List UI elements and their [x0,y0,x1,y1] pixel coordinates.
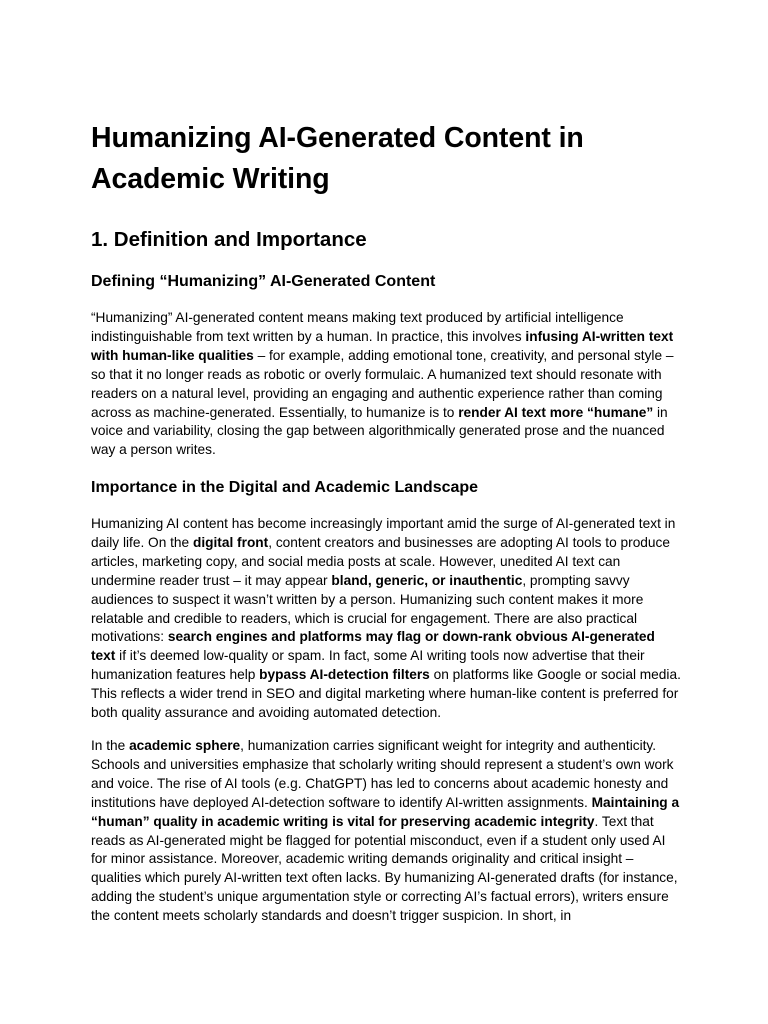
text-run: , prompting savvy audiences to suspect it wasn’t written by a person. Humanizing such content makes it more relatable and credible to readers, which is crucial for engagement. There are also practical motivations: [91,572,644,645]
text-run: Humanizing AI content has become increasingly important amid the surge of AI-generated text in daily life. On the [91,516,676,550]
text-run: . Text that reads as AI-generated might be flagged for potential misconduct, even if a student only used AI for minor assistance. Moreover, academic writing demands originality and critical insight – qualities which purely AI-written text often lacks. By humanizing AI-generated drafts (for instance, adding the student’s unique argumentation style or correcting AI’s factual errors), writers ensure the content meets scholarly standards and doesn’t trigger suspicion. In short, in [91,813,678,924]
text-run: , humanization carries significant weight for integrity and authenticity. Schools and universities emphasize that scholarly writing should represent a student’s own work and voice. The rise of AI tools (e.g. ChatGPT) has led to concerns about academic honesty and institutions have deployed AI-detection software to identify AI-written assignments. [91,738,674,810]
section-heading-definition-importance: 1. Definition and Importance [91,228,367,251]
document-title: Humanizing AI-Generated Content in Academic Writing [91,122,584,195]
text-run: In the [91,738,130,753]
text-run: – for example, adding emotional tone, creativity, and personal style – so that it no longer reads as robotic or overly formulaic. A humanized text should resonate with readers on a natural level, providing an engaging and authentic experience rather than coming across as machine-generated. Essentially, to humanize is to [91,347,674,420]
emphasized-text: academic sphere [129,738,241,753]
emphasized-text: bypass AI-detection filters [259,667,430,683]
subheading-defining-humanizing: Defining “Humanizing” AI-Generated Content [91,273,436,290]
paragraph-digital-front [91,515,681,723]
emphasized-text: infusing AI-written text with human-like qualities [91,328,674,363]
text-run: , content creators and businesses are adopting AI tools to produce articles, marketing copy, and social media posts at scale. However, unedited AI text can undermine reader trust – it may appear [91,534,670,588]
emphasized-text: search engines and platforms may flag or down-rank obvious AI-generated text [91,629,655,664]
emphasized-text: render AI text more “humane” [458,404,654,420]
paragraph-definition [91,309,681,460]
emphasized-text: digital front [192,534,269,550]
text-run: in voice and variability, closing the gap between algorithmically generated prose and the nuanced way a person writes. [91,404,668,458]
text-run: if it’s deemed low-quality or spam. In fact, some AI writing tools now advertise that their humanization features help [91,648,645,683]
emphasized-text: bland, generic, or inauthentic [331,572,523,588]
subheading-importance-landscape: Importance in the Digital and Academic Landscape [91,479,479,496]
document-page [91,118,681,924]
text-run: “Humanizing” AI-generated content means making text produced by artificial intelligence indistinguishable from text written by a human. In practice, this involves [91,310,624,344]
paragraph-academic-sphere [91,737,681,926]
emphasized-text: Maintaining a “human” quality in academic writing is vital for preserving academic integrity [91,794,680,829]
text-run: on platforms like Google or social media. This reflects a wider trend in SEO and digital marketing where human-like content is preferred for both quality assurance and avoiding automated detection. [91,667,681,721]
